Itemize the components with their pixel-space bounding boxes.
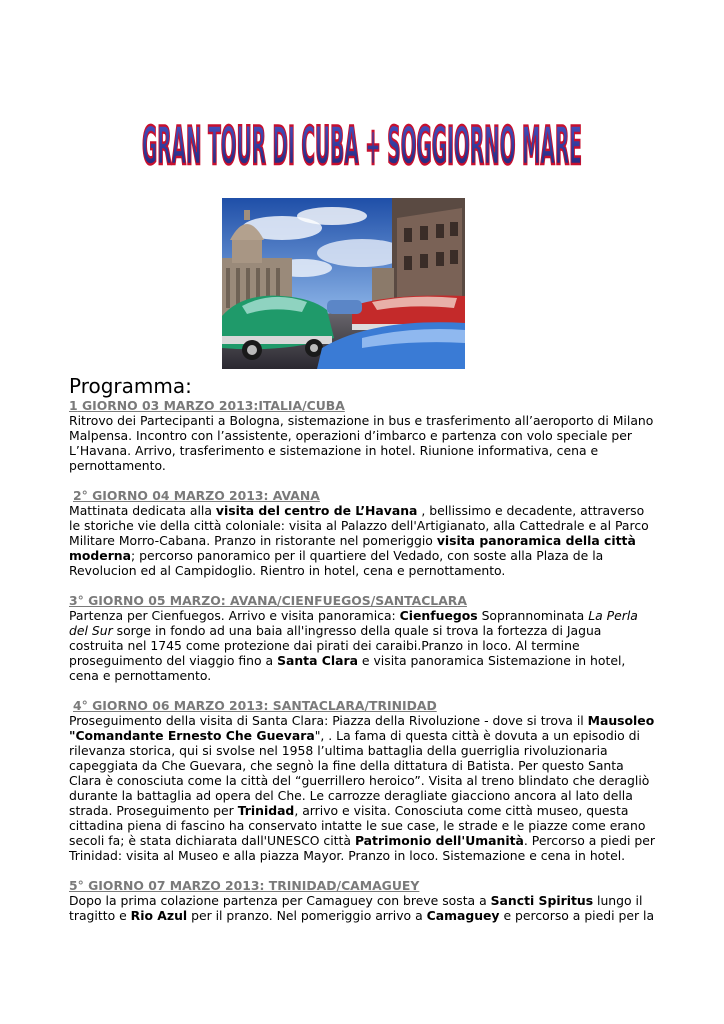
bold-highlight: Trinidad: [237, 803, 295, 818]
text-run: Dopo la prima colazione partenza per Camaguey con breve sosta a: [69, 893, 491, 908]
day-section: [69, 488, 659, 578]
bold-highlight: Santa Clara: [277, 653, 358, 668]
day-heading-text: GIORNO 03 MARZO 2013:ITALIA/CUBA: [81, 398, 345, 413]
text-run: . Percorso a piedi per Trinidad: visita al Museo e alla piazza Mayor. Pranzo in loco. Sistemazione e cena in hotel.: [69, 833, 656, 863]
bold-highlight: Camaguey: [426, 908, 500, 923]
text-run: Ritrovo dei Partecipanti a Bologna, sistemazione in bus e trasferimento all’aeroporto di Milano Malpensa. Incontro con l’assistente, operazioni d’imbarco e partenza con volo speciale per L’Havana. Arrivo, trasferimento e sistemazione in hotel. Riunione informativa, cena e pernottamento.: [69, 413, 654, 473]
text-run: ; percorso panoramico per il quartiere del Vedado, con soste alla Plaza de la Revolucion ed al Campidoglio. Rientro in hotel, cena e pernottamento.: [69, 548, 604, 578]
bold-highlight: Cienfuegos: [399, 608, 478, 623]
itinerary: [69, 398, 659, 938]
bold-highlight: Rio Azul: [130, 908, 188, 923]
text-run: per il pranzo. Nel pomeriggio arrivo a: [187, 908, 427, 923]
day-description: [69, 503, 659, 578]
day-heading: [69, 593, 659, 608]
italic-highlight: La Perla del Sur: [69, 608, 638, 638]
document-title: [128, 104, 596, 186]
text-run: Partenza per Cienfuegos. Arrivo e visita panoramica:: [69, 608, 400, 623]
programma-heading: Programma:: [69, 374, 192, 398]
text-run: Mattinata dedicata alla: [69, 503, 216, 518]
day-heading: [69, 698, 659, 713]
day-heading: [69, 488, 659, 503]
text-run: sorge in fondo ad una baia all'ingresso della quale si trova la fortezza di Jagua costruita nel 1745 come protezione dai pirati dei caraibi.Pranzo in loco. Al termine proseguimento del viaggio fino a: [69, 623, 602, 668]
bold-highlight: Patrimonio dell'Umanità: [354, 833, 524, 848]
day-description: [69, 713, 659, 863]
day-heading-text: 2° GIORNO 04 MARZO 2013: AVANA: [73, 488, 320, 503]
text-run: lungo il tragitto e: [69, 893, 643, 923]
bold-highlight: visita del centro de L’Havana: [215, 503, 418, 518]
text-run: ", . La fama di questa città è dovuta a un episodio di rilevanza storica, qui si svolse nel 1958 l’ultima battaglia della guerriglia rivoluzionaria capeggiata da Che Guevara, che segnò la fine della dittatura di Batista. Per questo Santa Clara è conosciuta come la città del “guerrillero heroico”. Visita al treno blindato che deragliò durante la battaglia ad opera del Che. Le carrozze deragliate giacciono ancora al lato della strada. Proseguimento per: [69, 728, 650, 818]
day-description: [69, 608, 659, 683]
day-heading-text: 5° GIORNO 07 MARZO 2013: TRINIDAD/CAMAGUEY: [69, 878, 420, 893]
day-heading: [69, 878, 659, 893]
day-description: [69, 893, 659, 923]
day-description: [69, 413, 659, 473]
day-heading-text: 3° GIORNO 05 MARZO: AVANA/CIENFUEGOS/SANTACLARA: [69, 593, 467, 608]
day-number: 1: [69, 398, 78, 413]
bold-highlight: visita panoramica della città moderna: [69, 533, 636, 563]
havana-photo: [222, 198, 465, 369]
day-heading-text: 4° GIORNO 06 MARZO 2013: SANTACLARA/TRINIDAD: [73, 698, 437, 713]
text-run: Proseguimento della visita di Santa Clara: Piazza della Rivoluzione - dove si trova il: [69, 713, 588, 728]
day-section: [69, 698, 659, 863]
text-run: e percorso a piedi per la: [499, 908, 655, 923]
day-section: [69, 398, 659, 473]
day-section: [69, 878, 659, 923]
text-run: , arrivo e visita. Conosciuta come città museo, questa cittadina piena di fascino ha conservato intatte le sue case, le strade e le piazze come erano secoli fa; è stata dichiarata dall'UNESCO città: [69, 803, 646, 848]
bold-highlight: Mausoleo "Comandante Ernesto Che Guevara: [69, 713, 655, 743]
day-heading: [69, 398, 659, 413]
text-run: , bellissimo e decadente, attraverso le storiche vie della città coloniale: visita al Palazzo dell'Artigianato, alla Cattedrale e al Parco Militare Morro-Cabana. Pranzo in ristorante nel pomeriggio: [69, 503, 649, 548]
day-section: [69, 593, 659, 683]
text-run: e visita panoramica Sistemazione in hotel, cena e pernottamento.: [69, 653, 626, 683]
bold-highlight: Sancti Spiritus: [490, 893, 594, 908]
text-run: Soprannominata: [477, 608, 589, 623]
title-text: GRAN TOUR DI CUBA + SOGGIORNO MARE: [142, 116, 582, 178]
